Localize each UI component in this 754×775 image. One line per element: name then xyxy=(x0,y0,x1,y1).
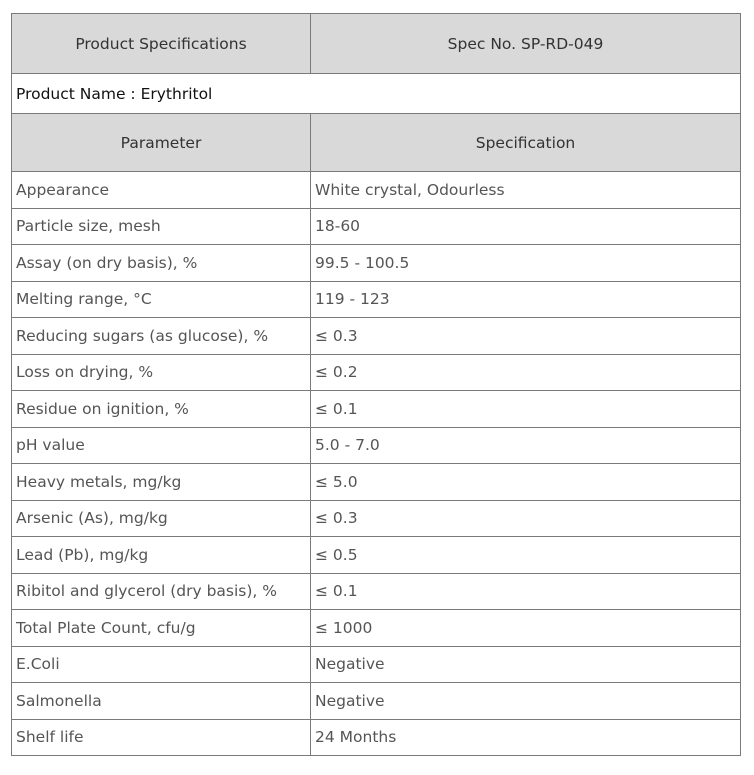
table-row xyxy=(12,610,741,647)
parameter-cell: pH value xyxy=(12,427,311,464)
parameter-cell: Salmonella xyxy=(12,683,311,720)
specification-cell: Negative xyxy=(311,646,741,683)
parameter-cell: Total Plate Count, cfu/g xyxy=(12,610,311,647)
table-row xyxy=(12,719,741,756)
parameter-cell: Lead (Pb), mg/kg xyxy=(12,537,311,574)
parameter-cell: Residue on ignition, % xyxy=(12,391,311,428)
specification-table xyxy=(11,13,741,756)
specification-cell: 24 Months xyxy=(311,719,741,756)
specification-cell: 5.0 - 7.0 xyxy=(311,427,741,464)
specification-cell: ≤ 0.3 xyxy=(311,500,741,537)
parameter-cell: Loss on drying, % xyxy=(12,354,311,391)
specification-cell: ≤ 0.3 xyxy=(311,318,741,355)
table-row xyxy=(12,500,741,537)
product-name: Product Name : Erythritol xyxy=(12,74,741,114)
parameter-cell: Appearance xyxy=(12,172,311,209)
table-row xyxy=(12,537,741,574)
specification-cell: 119 - 123 xyxy=(311,281,741,318)
table-row xyxy=(12,464,741,501)
specification-cell: ≤ 0.2 xyxy=(311,354,741,391)
table-row xyxy=(12,318,741,355)
parameter-cell: Arsenic (As), mg/kg xyxy=(12,500,311,537)
parameter-cell: Ribitol and glycerol (dry basis), % xyxy=(12,573,311,610)
spec-number: Spec No. SP-RD-049 xyxy=(311,14,741,74)
parameter-cell: Reducing sugars (as glucose), % xyxy=(12,318,311,355)
table-row xyxy=(12,245,741,282)
parameter-cell: Assay (on dry basis), % xyxy=(12,245,311,282)
specification-cell: ≤ 0.5 xyxy=(311,537,741,574)
table-row xyxy=(12,646,741,683)
table-row xyxy=(12,573,741,610)
column-header-row xyxy=(12,114,741,172)
table-row xyxy=(12,427,741,464)
table-row xyxy=(12,354,741,391)
document-header-row xyxy=(12,14,741,74)
specification-cell: ≤ 5.0 xyxy=(311,464,741,501)
parameter-cell: Particle size, mesh xyxy=(12,208,311,245)
parameter-cell: Heavy metals, mg/kg xyxy=(12,464,311,501)
specification-cell: White crystal, Odourless xyxy=(311,172,741,209)
table-row xyxy=(12,208,741,245)
parameter-cell: Shelf life xyxy=(12,719,311,756)
specification-cell: ≤ 0.1 xyxy=(311,391,741,428)
specification-cell: Negative xyxy=(311,683,741,720)
table-row xyxy=(12,391,741,428)
specification-cell: 99.5 - 100.5 xyxy=(311,245,741,282)
specification-cell: ≤ 0.1 xyxy=(311,573,741,610)
parameter-cell: E.Coli xyxy=(12,646,311,683)
specification-cell: 18-60 xyxy=(311,208,741,245)
table-row xyxy=(12,281,741,318)
product-name-row xyxy=(12,74,741,114)
document-title: Product Specifications xyxy=(12,14,311,74)
column-header-specification: Specification xyxy=(311,114,741,172)
table-row xyxy=(12,172,741,209)
column-header-parameter: Parameter xyxy=(12,114,311,172)
table-row xyxy=(12,683,741,720)
parameter-cell: Melting range, °C xyxy=(12,281,311,318)
specification-cell: ≤ 1000 xyxy=(311,610,741,647)
